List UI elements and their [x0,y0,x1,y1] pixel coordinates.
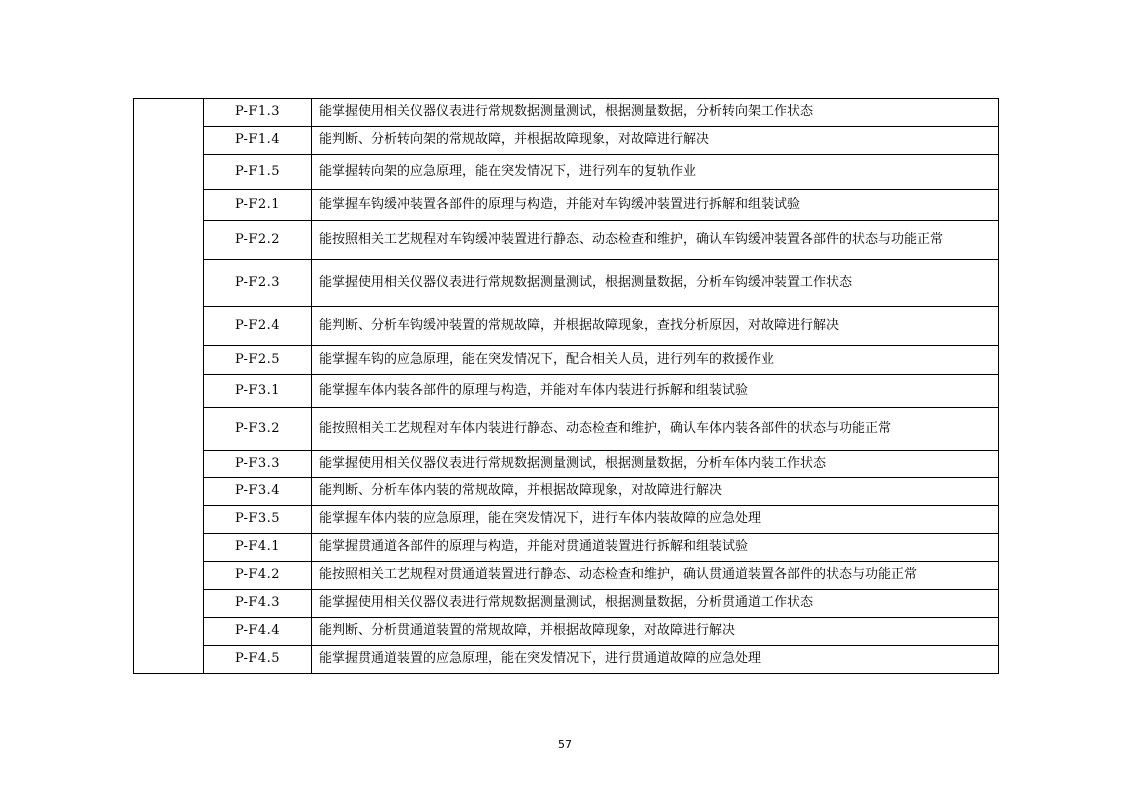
table-row [134,618,999,646]
code-cell: P-F2.4 [204,307,312,346]
code-cell: P-F4.3 [204,590,312,618]
category-cell [134,99,204,674]
code-cell: P-F1.5 [204,155,312,190]
code-cell: P-F4.5 [204,646,312,674]
table-row [134,155,999,190]
page-number: 57 [558,738,572,751]
table-row [134,562,999,590]
description-cell: 能掌握车钩缓冲装置各部件的原理与构造，并能对车钩缓冲装置进行拆解和组装试验 [312,190,999,221]
description-cell: 能按照相关工艺规程对车体内装进行静态、动态检查和维护，确认车体内装各部件的状态与功能正常 [312,408,999,451]
description-cell: 能掌握贯通道装置的应急原理，能在突发情况下，进行贯通道故障的应急处理 [312,646,999,674]
table-row [134,99,999,127]
code-cell: P-F2.3 [204,260,312,307]
description-cell: 能按照相关工艺规程对车钩缓冲装置进行静态、动态检查和维护，确认车钩缓冲装置各部件的状态与功能正常 [312,221,999,260]
description-cell: 能掌握车体内装各部件的原理与构造，并能对车体内装进行拆解和组装试验 [312,375,999,408]
table-row [134,221,999,260]
description-cell: 能掌握车钩的应急原理，能在突发情况下，配合相关人员，进行列车的救援作业 [312,346,999,375]
code-cell: P-F3.1 [204,375,312,408]
requirements-table [133,98,999,674]
table-row [134,451,999,478]
description-cell: 能按照相关工艺规程对贯通道装置进行静态、动态检查和维护，确认贯通道装置各部件的状态与功能正常 [312,562,999,590]
table-row [134,260,999,307]
table-row [134,190,999,221]
table-row [134,307,999,346]
code-cell: P-F1.4 [204,127,312,155]
code-cell: P-F1.3 [204,99,312,127]
code-cell: P-F3.2 [204,408,312,451]
table-row [134,506,999,534]
code-cell: P-F2.5 [204,346,312,375]
description-cell: 能掌握使用相关仪器仪表进行常规数据测量测试，根据测量数据，分析转向架工作状态 [312,99,999,127]
code-cell: P-F4.2 [204,562,312,590]
table-row [134,346,999,375]
table-row [134,646,999,674]
table-row [134,127,999,155]
description-cell: 能掌握使用相关仪器仪表进行常规数据测量测试，根据测量数据，分析车钩缓冲装置工作状态 [312,260,999,307]
description-cell: 能判断、分析车钩缓冲装置的常规故障，并根据故障现象，查找分析原因，对故障进行解决 [312,307,999,346]
code-cell: P-F3.3 [204,451,312,478]
table-row [134,590,999,618]
code-cell: P-F2.2 [204,221,312,260]
description-cell: 能掌握使用相关仪器仪表进行常规数据测量测试，根据测量数据，分析车体内装工作状态 [312,451,999,478]
description-cell: 能判断、分析车体内装的常规故障，并根据故障现象，对故障进行解决 [312,478,999,506]
code-cell: P-F3.5 [204,506,312,534]
description-cell: 能掌握转向架的应急原理，能在突发情况下，进行列车的复轨作业 [312,155,999,190]
description-cell: 能判断、分析贯通道装置的常规故障，并根据故障现象，对故障进行解决 [312,618,999,646]
table-row [134,375,999,408]
table-row [134,408,999,451]
code-cell: P-F4.1 [204,534,312,562]
code-cell: P-F3.4 [204,478,312,506]
table-row [134,478,999,506]
description-cell: 能掌握车体内装的应急原理，能在突发情况下，进行车体内装故障的应急处理 [312,506,999,534]
code-cell: P-F2.1 [204,190,312,221]
description-cell: 能掌握使用相关仪器仪表进行常规数据测量测试，根据测量数据，分析贯通道工作状态 [312,590,999,618]
table-row [134,534,999,562]
code-cell: P-F4.4 [204,618,312,646]
description-cell: 能判断、分析转向架的常规故障，并根据故障现象，对故障进行解决 [312,127,999,155]
description-cell: 能掌握贯通道各部件的原理与构造，并能对贯通道装置进行拆解和组装试验 [312,534,999,562]
